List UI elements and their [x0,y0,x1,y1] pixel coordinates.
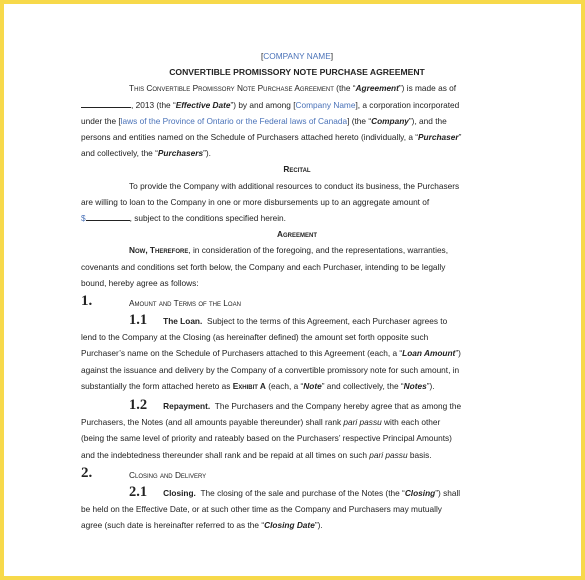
clause-1-2-line-4: and the indebtedness thereunder shall rank and be repaid at all times on such pari passu basis. [81,449,432,460]
clause-1-1-line-5: substantially the form attached hereto as Exhibit A (each, a “Note” and collectively, the “Notes”). [81,380,435,391]
date-blank [81,107,131,108]
clause-2-1-line-2: be held on the Effective Date, or at such other time as the Company and Purchasers may mutually [81,504,442,515]
section-2-number: 2. [81,464,93,481]
section-1-heading [81,291,513,312]
clause-1-2-line-3: (being the same level of priority and rateably based on the Purchasers’ respective Principal Amounts) [81,433,452,444]
clause-2-1-line-3: agree (such date is hereinafter referred to as the “Closing Date”). [81,520,323,531]
bracket-open: [ [260,51,264,61]
recital-line-1: To provide the Company with additional resources to conduct its business, the Purchasers [129,180,460,191]
section-1-label: Amount and Terms of the Loan [129,298,241,309]
section-2-heading [81,463,513,484]
intro-line-3: under the [laws of the Province of Ontario or the Federal laws of Canada] (the “Company”), and the [81,115,447,126]
clause-1-2-title: Repayment. [163,401,211,412]
bracket-close: ] [330,51,334,61]
clause-1-1-title: The Loan. [163,316,203,327]
clause-2-1-title: Closing. [163,487,196,498]
intro-line-2: , 2013 (the “Effective Date”) by and among [Company Name], a corporation incorporated [81,97,513,113]
agreement-heading: Agreement [277,229,317,240]
clause-2-1-number: 2.1 [129,483,148,500]
clause-1-2-line-1: 1.2 Repayment. The Purchasers and the Company hereby agree that as among the [129,397,462,414]
intro-line-5: and collectively, the “Purchasers”). [81,148,211,159]
recital-line-2: are willing to loan to the Company in one or more disbursements up to an aggregate amount of [81,196,430,207]
clause-1-1-number: 1.1 [129,312,148,329]
document-title: CONVERTIBLE PROMISSORY NOTE PURCHASE AGREEMENT [169,67,425,78]
clause-1-1-line-1: 1.1 The Loan. Subject to the terms of this Agreement, each Purchaser agrees to [129,312,448,329]
agreement-line-1: Now, Therefore, in consideration of the foregoing, and the representations, warranties, [129,245,449,256]
section-1-number: 1. [81,293,93,310]
recital-line-3: $ , subject to the conditions specified herein. [81,213,286,224]
amount-blank [86,220,130,221]
company-name-line [81,48,513,64]
section-2-label: Closing and Delivery [129,469,207,480]
clause-2-1-line-1: 2.1 Closing. The closing of the sale and purchase of the Notes (the “Closing”) shall [129,483,461,500]
intro-line-1: This Convertible Promissory Note Purchase Agreement (the “Agreement”) is made as of [129,83,457,94]
recital-heading: Recital [283,164,311,175]
clause-1-2-line-2: Purchasers, the Notes (and all amounts payable thereunder) shall rank pari passu with each other [81,417,441,428]
intro-line-4: persons and entities named on the Schedule of Purchasers attached hereto (individually, a “Purchaser” [81,132,462,143]
clause-1-1-line-4: against the issuance and delivery by the Company of a convertible promissory note for such amount, in [81,364,460,375]
clause-1-1-line-2: lend to the Company at the Closing (as hereinafter defined) the amount set forth opposite such [81,332,429,343]
agreement-line-3: bound, hereby agree as follows: [81,277,199,288]
company-name-placeholder: COMPANY NAME [263,51,331,61]
document-page [4,4,581,576]
document-body [81,48,513,533]
clause-1-2-number: 1.2 [129,397,148,414]
clause-1-1-line-3: Purchaser’s name on the Schedule of Purchasers attached to this Agreement (each, a “Loan Amount”) [81,348,461,359]
agreement-line-2: covenants and conditions set forth below, the Company and each Purchaser, intending to be legally [81,261,446,272]
